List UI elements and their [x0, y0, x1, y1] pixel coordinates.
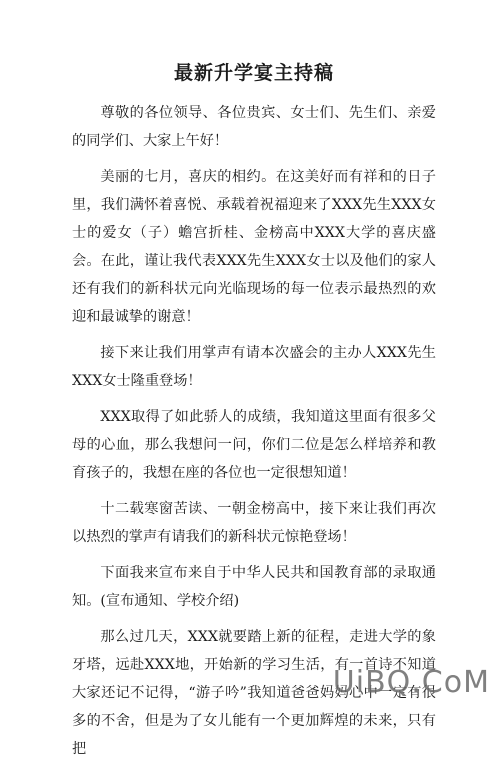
- site-watermark: UiBQ.CoM: [332, 665, 490, 700]
- paragraph-scholar-entrance: 十二载寒窗苦读、一朝金榜高中，接下来让我们再次以热烈的掌声有请我们的新科状元惊艳登场！: [72, 501, 436, 545]
- paragraph-new-journey: 那么过几天，XXX就要踏上新的征程，走进大学的象牙塔，远赴XXX地，开始新的学习生活，有一首诗不知道大家还记不记得，“游子吟”我知道爸爸妈妈心中一定有很多的不舍，但是为了女儿能有一个更加辉煌的未来，只有把: [72, 629, 436, 757]
- paragraph-admission-notice: 下面我来宣布来自于中华人民共和国教育部的录取通知。(宣布通知、学校介绍): [72, 565, 436, 609]
- paragraph-host-intro: 接下来让我们用掌声有请本次盛会的主办人XXX先生XXX女士隆重登场！: [72, 345, 436, 389]
- document-title: 最新升学宴主持稿: [173, 62, 334, 84]
- paragraph-parents-question: XXX取得了如此骄人的成绩，我知道这里面有很多父母的心血，那么我想问一问，你们二位是怎么样培养和教育孩子的，我想在座的各位也一定很想知道！: [72, 409, 436, 481]
- paragraph-greeting: 尊敬的各位领导、各位贵宾、女士们、先生们、亲爱的同学们、大家上午好！: [72, 105, 436, 149]
- paragraph-welcome: 美丽的七月，喜庆的相约。在这美好而有祥和的日子里，我们满怀着喜悦、承载着祝福迎来了XXX先生XXX女士的爱女（子）蟾宫折桂、金榜高中XXX大学的喜庆盛会。在此，谨让我代表XXX先生XXX女士以及他们的家人还有我们的新科状元向光临现场的每一位表示最热烈的欢迎和最诚挚的谢意！: [72, 169, 436, 325]
